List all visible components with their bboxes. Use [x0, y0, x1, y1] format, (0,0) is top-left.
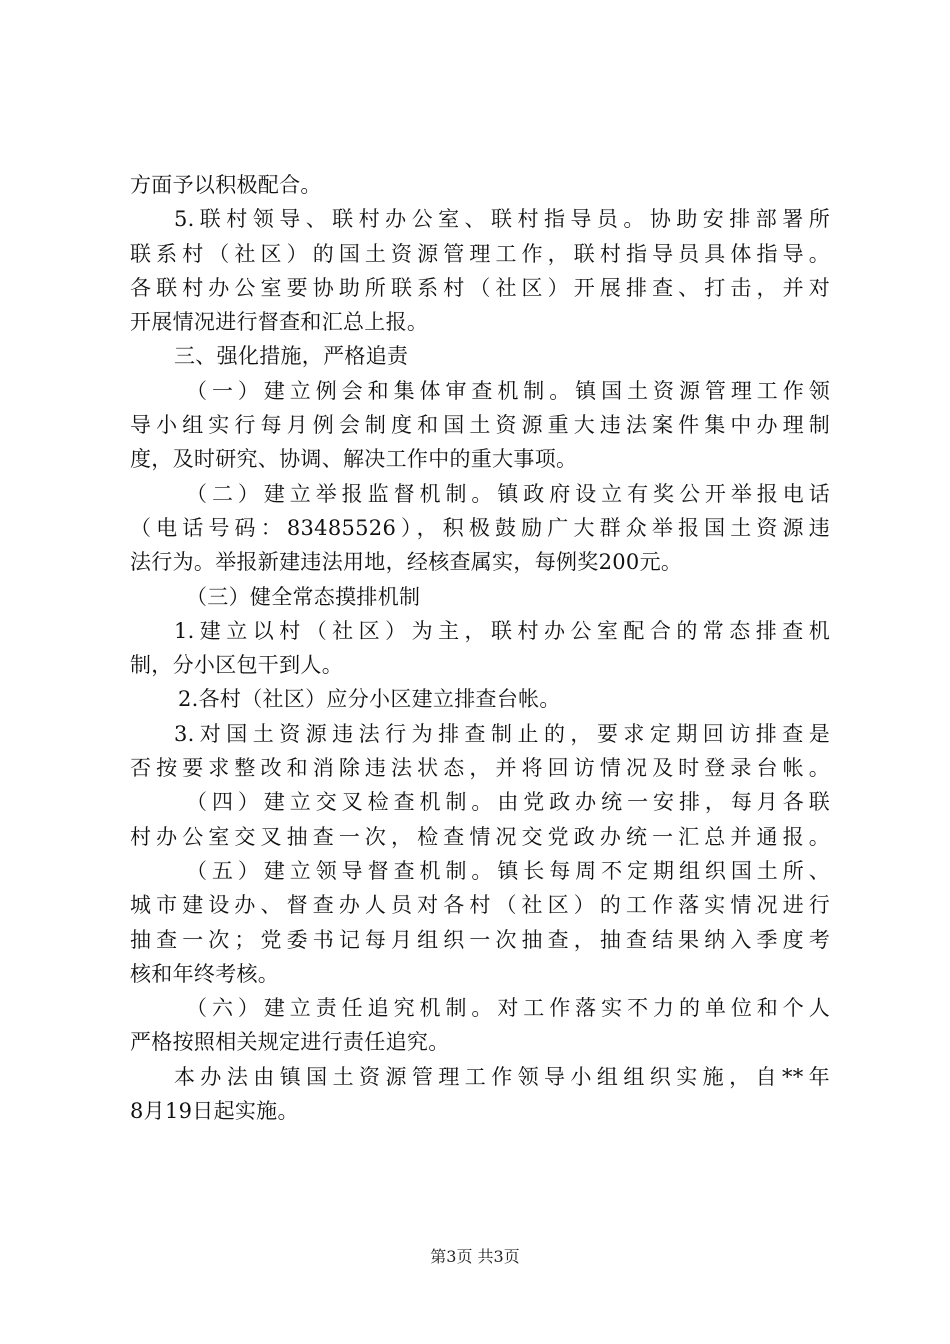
- section-heading: 三、强化措施，严格追责: [174, 344, 409, 369]
- paragraph-line: 导小组实行每月例会制度和国土资源重大违法案件集中办理制: [130, 413, 830, 438]
- paragraph-line: 开展情况进行督查和汇总上报。: [130, 310, 429, 335]
- paragraph-line: 度，及时研究、协调、解决工作中的重大事项。: [130, 447, 578, 472]
- paragraph-line: 联系村（社区）的国土资源管理工作，联村指导员具体指导。: [130, 241, 830, 266]
- paragraph-line: （电话号码：83485526），积极鼓励广大群众举报国土资源违: [130, 515, 830, 540]
- paragraph-line: 3.对国土资源违法行为排查制止的，要求定期回访排查是: [174, 721, 830, 746]
- paragraph-line: 1.建立以村（社区）为主，联村办公室配合的常态排查机: [174, 618, 830, 643]
- paragraph-line: 本办法由镇国土资源管理工作领导小组组织实施，自**年: [174, 1064, 830, 1089]
- paragraph-line: 各联村办公室要协助所联系村（社区）开展排查、打击，并对: [130, 275, 830, 300]
- paragraph-line: 村办公室交叉抽查一次，检查情况交党政办统一汇总并通报。: [130, 824, 830, 849]
- paragraph-line: 否按要求整改和消除违法状态，并将回访情况及时登录台帐。: [130, 756, 830, 781]
- page-number-footer: 第3页 共3页: [430, 1247, 520, 1266]
- paragraph-line: 2.各村（社区）应分小区建立排查台帐。: [178, 687, 561, 712]
- paragraph-line: （六）建立责任追究机制。对工作落实不力的单位和个人: [186, 996, 830, 1021]
- subsection-heading: （三）健全常态摸排机制: [186, 584, 421, 609]
- paragraph-line: 方面予以积极配合。: [130, 173, 322, 197]
- paragraph-line: 核和年终考核。: [130, 961, 280, 986]
- paragraph-line: 制，分小区包干到人。: [130, 653, 343, 678]
- paragraph-line: 抽查一次；党委书记每月组织一次抽查，抽查结果纳入季度考: [130, 927, 830, 952]
- document-body: [130, 168, 830, 1128]
- paragraph-line: 法行为。举报新建违法用地，经核查属实，每例奖200元。: [130, 550, 683, 575]
- paragraph-line: （一）建立例会和集体审查机制。镇国土资源管理工作领: [186, 378, 830, 403]
- paragraph-line: （五）建立领导督查机制。镇长每周不定期组织国土所、: [186, 858, 830, 883]
- paragraph-line: 8月19日起实施。: [130, 1099, 299, 1124]
- paragraph-line: （二）建立举报监督机制。镇政府设立有奖公开举报电话: [186, 481, 830, 506]
- paragraph-line: 城市建设办、督查办人员对各村（社区）的工作落实情况进行: [130, 893, 830, 918]
- paragraph-line: （四）建立交叉检查机制。由党政办统一安排，每月各联: [186, 790, 830, 815]
- paragraph-line: 严格按照相关规定进行责任追究。: [130, 1030, 450, 1055]
- paragraph-line: 5.联村领导、联村办公室、联村指导员。协助安排部署所: [174, 207, 830, 232]
